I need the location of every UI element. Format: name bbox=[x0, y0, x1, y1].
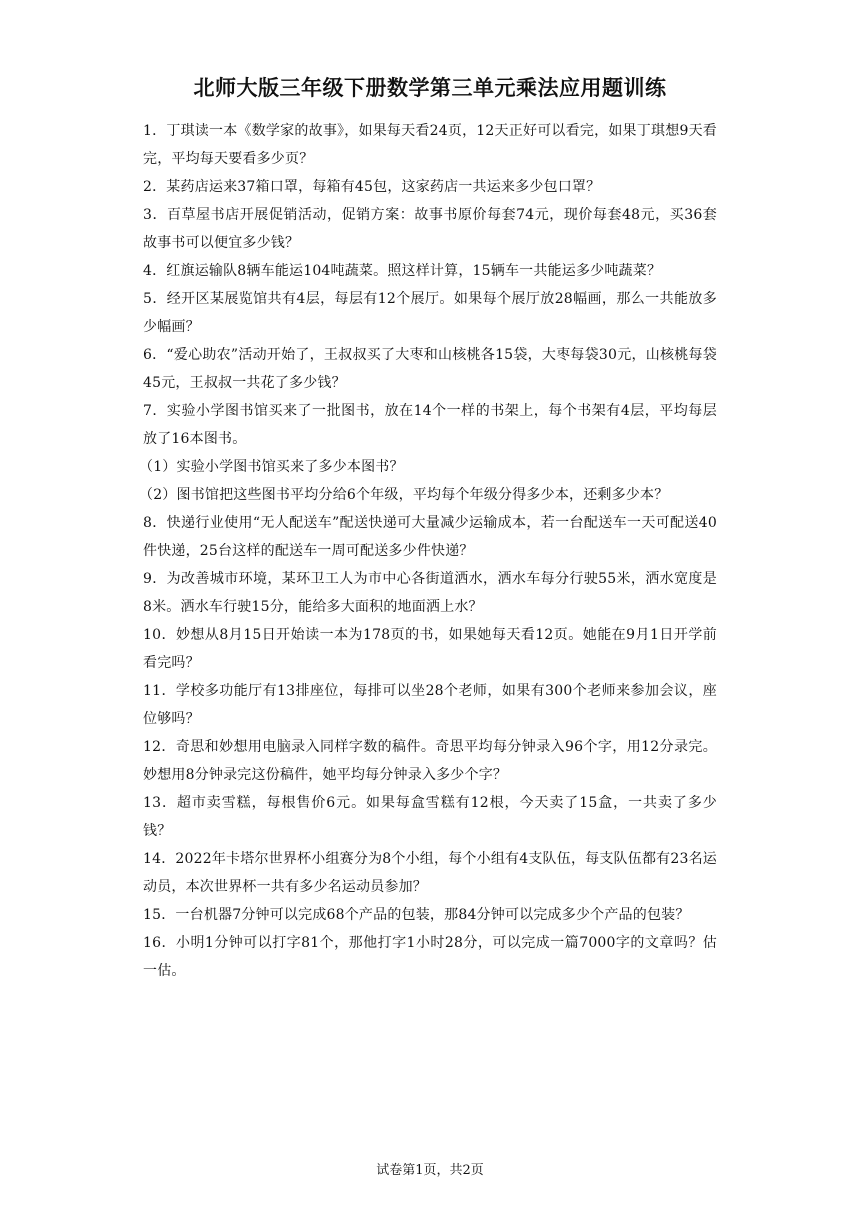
page-title: 北师大版三年级下册数学第三单元乘法应用题训练 bbox=[193, 76, 667, 100]
question-13: 13．超市卖雪糕，每根售价6元。如果每盒雪糕有12根，今天卖了15盒，一共卖了多少钱？ bbox=[143, 795, 717, 839]
question-2: 2．某药店运来37箱口罩，每箱有45包，这家药店一共运来多少包口罩？ bbox=[143, 179, 601, 195]
question-6: 6．“爱心助农”活动开始了，王叔叔买了大枣和山核桃各15袋，大枣每袋30元，山核桃每袋45元，王叔叔一共花了多少钱？ bbox=[143, 347, 717, 391]
question-7-part-2: （2）图书馆把这些图书平均分给6个年级，平均每个年级分得多少本，还剩多少本？ bbox=[139, 487, 669, 503]
question-15: 15．一台机器7分钟可以完成68个产品的包装，那84分钟可以完成多少个产品的包装？ bbox=[143, 907, 690, 923]
question-3: 3．百草屋书店开展促销活动，促销方案：故事书原价每套74元，现价每套48元，买36套故事书可以便宜多少钱？ bbox=[143, 207, 717, 251]
question-7: 7．实验小学图书馆买来了一批图书，放在14个一样的书架上，每个书架有4层，平均每层放了16本图书。 bbox=[143, 403, 717, 447]
page-footer: 试卷第1页，共2页 bbox=[376, 1163, 484, 1178]
question-9: 9．为改善城市环境，某环卫工人为市中心各街道洒水，洒水车每分行驶55米，洒水宽度是8米。洒水车行驶15分，能给多大面积的地面洒上水？ bbox=[143, 571, 717, 615]
question-10: 10．妙想从8月15日开始读一本为178页的书，如果她每天看12页。她能在9月1日开学前看完吗？ bbox=[143, 627, 717, 671]
question-7-part-1: （1）实验小学图书馆买来了多少本图书？ bbox=[139, 459, 404, 475]
question-16: 16．小明1分钟可以打字81个，那他打字1小时28分，可以完成一篇7000字的文章吗？估一估。 bbox=[143, 935, 717, 979]
question-1: 1．丁琪读一本《数学家的故事》，如果每天看24页，12天正好可以看完，如果丁琪想9天看完，平均每天要看多少页？ bbox=[143, 123, 717, 167]
question-14: 14．2022年卡塔尔世界杯小组赛分为8个小组，每个小组有4支队伍，每支队伍都有23名运动员，本次世界杯一共有多少名运动员参加？ bbox=[143, 851, 717, 895]
question-12: 12．奇思和妙想用电脑录入同样字数的稿件。奇思平均每分钟录入96个字，用12分录完。妙想用8分钟录完这份稿件，她平均每分钟录入多少个字？ bbox=[143, 739, 717, 783]
question-8: 8．快递行业使用“无人配送车”配送快递可大量减少运输成本，若一台配送车一天可配送40件快递，25台这样的配送车一周可配送多少件快递？ bbox=[143, 515, 717, 559]
question-11: 11．学校多功能厅有13排座位，每排可以坐28个老师，如果有300个老师来参加会议，座位够吗？ bbox=[143, 683, 717, 727]
question-4: 4．红旗运输队8辆车能运104吨蔬菜。照这样计算，15辆车一共能运多少吨蔬菜？ bbox=[143, 263, 662, 279]
question-list bbox=[139, 117, 717, 985]
question-5: 5．经开区某展览馆共有4层，每层有12个展厅。如果每个展厅放28幅画，那么一共能放多少幅画？ bbox=[143, 291, 717, 335]
